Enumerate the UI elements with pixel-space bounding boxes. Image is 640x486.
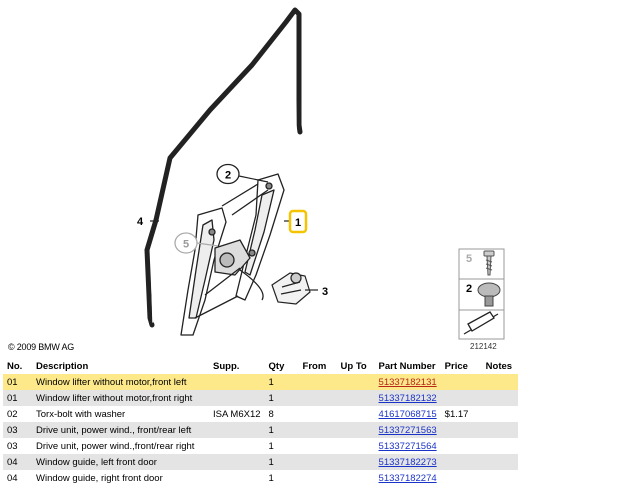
part-number-link[interactable]: 51337182273 <box>378 456 437 468</box>
fastener-legend <box>459 249 504 339</box>
cell-from <box>299 438 337 454</box>
table-row[interactable] <box>3 470 518 486</box>
legend-item-5: 5 <box>466 253 473 265</box>
cell-description: Drive unit, power wind., front/rear left <box>32 422 209 438</box>
cell-part-number <box>375 390 441 406</box>
header-no: No. <box>3 358 32 374</box>
cell-price <box>441 390 482 406</box>
cell-supp <box>209 390 265 406</box>
cell-qty: 1 <box>265 454 299 470</box>
part-number-link[interactable]: 51337182132 <box>378 392 437 404</box>
cell-up-to <box>337 470 375 486</box>
callout-4[interactable] <box>137 216 144 228</box>
cell-description: Window guide, right front door <box>32 470 209 486</box>
cell-from <box>299 422 337 438</box>
table-row[interactable] <box>3 422 518 438</box>
cell-up-to <box>337 454 375 470</box>
cell-supp <box>209 422 265 438</box>
cell-notes <box>482 454 518 470</box>
window-lifter-drawing <box>181 174 284 335</box>
cell-part-number <box>375 470 441 486</box>
part-number-link[interactable]: 51337182131 <box>378 376 437 388</box>
cell-from <box>299 390 337 406</box>
cell-notes <box>482 406 518 422</box>
cell-description: Window guide, left front door <box>32 454 209 470</box>
header-qty: Qty <box>265 358 299 374</box>
cell-up-to <box>337 406 375 422</box>
cell-qty: 1 <box>265 438 299 454</box>
legend-item-2: 2 <box>466 283 473 295</box>
cell-part-number <box>375 422 441 438</box>
cell-qty: 8 <box>265 406 299 422</box>
cell-no: 03 <box>3 438 32 454</box>
table-row[interactable] <box>3 438 518 454</box>
svg-text:2: 2 <box>224 169 232 182</box>
cell-supp <box>209 470 265 486</box>
cell-notes <box>482 422 518 438</box>
part-number-link[interactable]: 51337271563 <box>378 424 437 436</box>
cell-price <box>441 470 482 486</box>
cell-price <box>441 438 482 454</box>
cell-notes <box>482 390 518 406</box>
cell-description: Window lifter without motor,front right <box>32 390 209 406</box>
header-from: From <box>299 358 337 374</box>
cell-price <box>441 374 482 390</box>
table-row[interactable] <box>3 406 518 422</box>
callout-1[interactable] <box>290 211 306 232</box>
cell-supp: ISA M6X12 <box>209 406 265 422</box>
cell-notes <box>482 438 518 454</box>
cell-part-number <box>375 438 441 454</box>
drive-unit-drawing <box>272 273 310 304</box>
cell-up-to <box>337 374 375 390</box>
part-number-link[interactable]: 41617068715 <box>378 408 437 420</box>
callout-3[interactable] <box>322 286 328 298</box>
copyright-notice: © 2009 BMW AG <box>8 342 75 352</box>
cell-description: Torx-bolt with washer <box>32 406 209 422</box>
svg-text:1: 1 <box>294 217 302 229</box>
diagram-id: 212142 <box>470 342 497 351</box>
cell-supp <box>209 438 265 454</box>
callout-5[interactable] <box>175 233 197 253</box>
cell-price <box>441 422 482 438</box>
svg-text:5: 5 <box>182 238 190 251</box>
cell-description: Window lifter without motor,front left <box>32 374 209 390</box>
part-number-link[interactable]: 51337182274 <box>378 472 437 484</box>
cell-up-to <box>337 422 375 438</box>
cell-part-number <box>375 374 441 390</box>
callout-2[interactable] <box>217 165 239 184</box>
cell-price: $1.17 <box>441 406 482 422</box>
cell-supp <box>209 374 265 390</box>
cell-from <box>299 454 337 470</box>
cell-no: 03 <box>3 422 32 438</box>
cell-no: 01 <box>3 390 32 406</box>
cell-part-number <box>375 406 441 422</box>
header-supp: Supp. <box>209 358 265 374</box>
cell-from <box>299 406 337 422</box>
cell-up-to <box>337 390 375 406</box>
cell-no: 01 <box>3 374 32 390</box>
header-notes: Notes <box>482 358 518 374</box>
cell-from <box>299 470 337 486</box>
cell-no: 04 <box>3 454 32 470</box>
cell-price <box>441 454 482 470</box>
cell-notes <box>482 470 518 486</box>
cell-qty: 1 <box>265 422 299 438</box>
cell-from <box>299 374 337 390</box>
table-row[interactable] <box>3 390 518 406</box>
cell-part-number <box>375 454 441 470</box>
cell-up-to <box>337 438 375 454</box>
table-row[interactable] <box>3 374 518 390</box>
cell-qty: 1 <box>265 374 299 390</box>
cell-no: 02 <box>3 406 32 422</box>
header-description: Description <box>32 358 209 374</box>
table-row[interactable] <box>3 454 518 470</box>
part-number-link[interactable]: 51337271564 <box>378 440 437 452</box>
cell-qty: 1 <box>265 390 299 406</box>
svg-text:3: 3 <box>322 286 329 298</box>
cell-supp <box>209 454 265 470</box>
header-up-to: Up To <box>337 358 375 374</box>
cell-notes <box>482 374 518 390</box>
cell-qty: 1 <box>265 470 299 486</box>
parts-table <box>3 358 518 486</box>
cell-no: 04 <box>3 470 32 486</box>
cell-description: Drive unit, power wind.,front/rear right <box>32 438 209 454</box>
header-part-number: Part Number <box>375 358 441 374</box>
table-header-row <box>3 358 518 374</box>
header-price: Price <box>441 358 482 374</box>
svg-text:4: 4 <box>136 216 144 228</box>
